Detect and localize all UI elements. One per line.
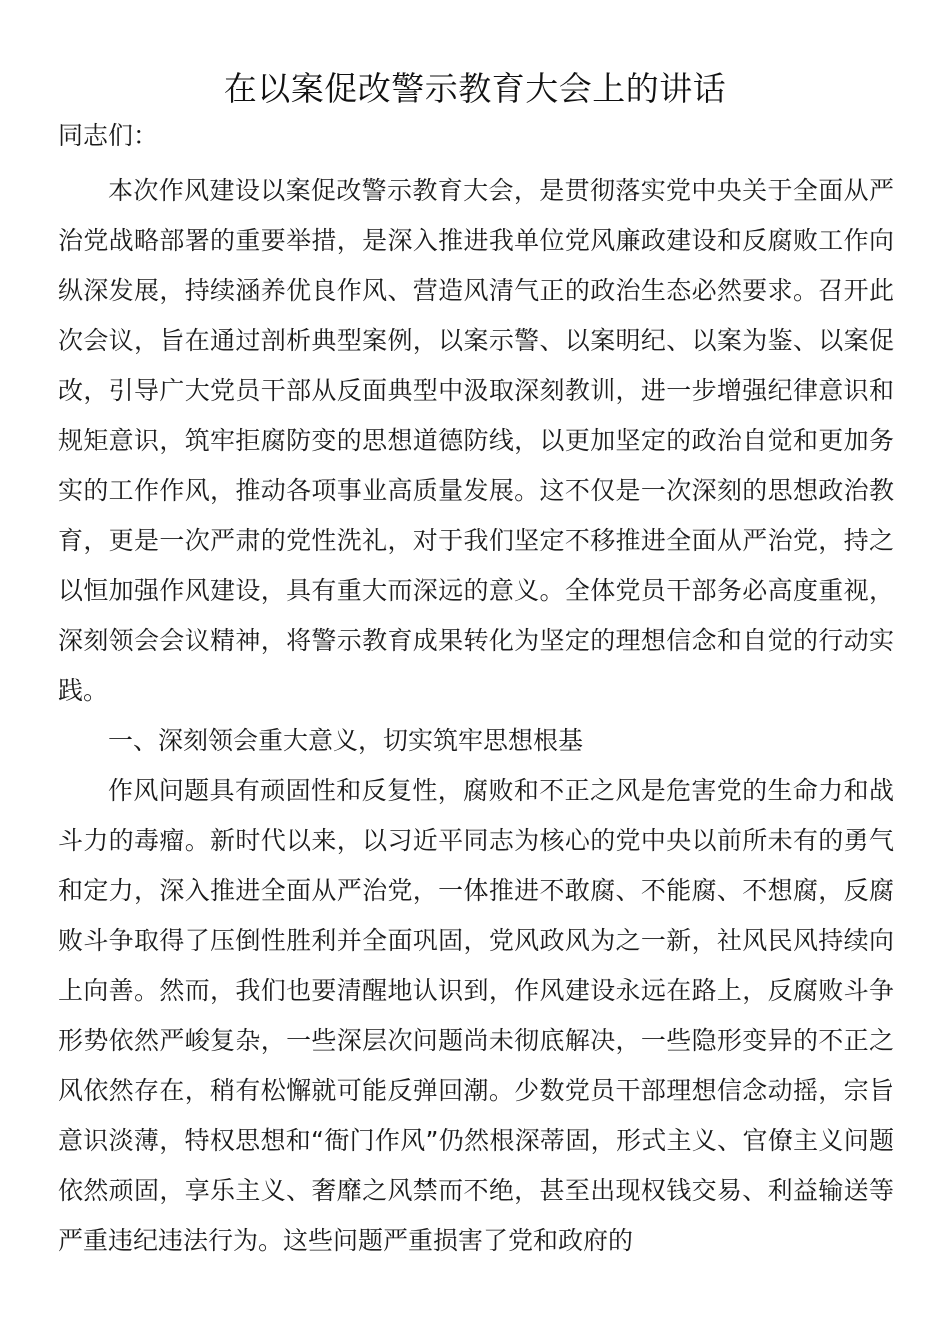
section-heading: 一、深刻领会重大意义，切实筑牢思想根基 [108,726,584,755]
salutation: 同志们： [58,121,159,150]
paragraph-intro: 本次作风建设以案促改警示教育大会，是贯彻落实党中央关于全面从严治党战略部署的重要举措，是深入推进我单位党风廉政建设和反腐败工作向纵深发展，持续涵养优良作风、营造风清气正的政治生态必然要求。召开此次会议，旨在通过剖析典型案例，以案示警、以案明纪、以案为鉴、以案促改，引导广大党员干部从反面典型中汲取深刻教训，进一步增强纪律意识和规矩意识，筑牢拒腐防变的思想道德防线，以更加坚定的政治自觉和更加务实的工作作风，推动各项事业高质量发展。这不仅是一次深刻的思想政治教育，更是一次严肃的党性洗礼，对于我们坚定不移推进全面从严治党，持之以恒加强作风建设，具有重大而深远的意义。全体党员干部务必高度重视，深刻领会会议精神，将警示教育成果转化为坚定的理想信念和自觉的行动实践。 [58,176,894,705]
document-title: 在以案促改警示教育大会上的讲话 [223,69,727,108]
document-body [58,166,894,1266]
paragraph-section-one: 作风问题具有顽固性和反复性，腐败和不正之风是危害党的生命力和战斗力的毒瘤。新时代以来，以习近平同志为核心的党中央以前所未有的勇气和定力，深入推进全面从严治党，一体推进不敢腐、不能腐、不想腐，反腐败斗争取得了压倒性胜利并全面巩固，党风政风为之一新，社风民风持续向上向善。然而，我们也要清醒地认识到，作风建设永远在路上，反腐败斗争形势依然严峻复杂，一些深层次问题尚未彻底解决，一些隐形变异的不正之风依然存在，稍有松懈就可能反弹回潮。少数党员干部理想信念动摇，宗旨意识淡薄，特权思想和“衙门作风”仍然根深蒂固，形式主义、官僚主义问题依然顽固，享乐主义、奢靡之风禁而不绝，甚至出现权钱交易、利益输送等严重违纪违法行为。这些问题严重损害了党和政府的 [58,776,894,1255]
